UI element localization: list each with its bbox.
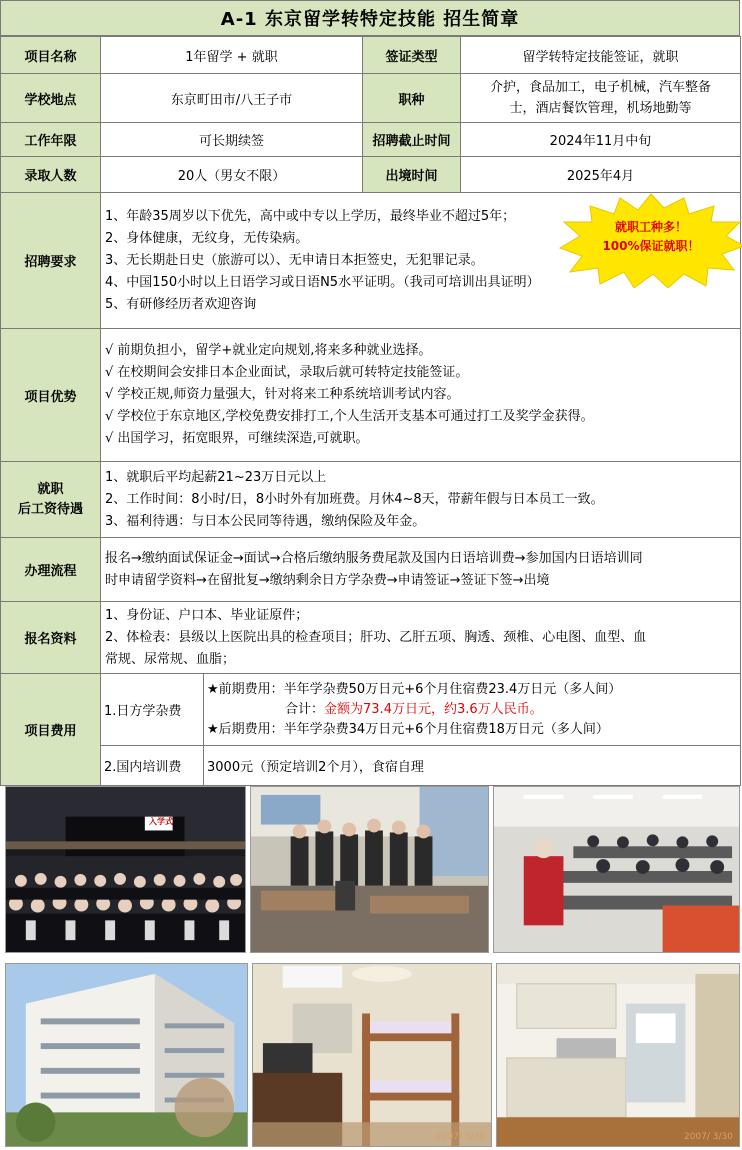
departure-value: 2025年4月 [461,157,741,193]
photo-date-stamp: 2007/ 3/30 [435,1132,485,1142]
documents-line: 常规、尿常规、血脂； [105,651,236,667]
page-title: A-1 东京留学转特定技能 招生简章 [0,0,740,36]
row-salary [1,462,741,538]
kitchen-image [497,964,739,1146]
requirements-label: 招聘要求 [1,193,101,329]
documents-line: 1、身份证、户口本、毕业证原件； [105,607,309,623]
fees-domestic-cell [101,746,741,786]
requirement-item: 1、年龄35周岁以下优先，高中或中专以上学历，最终毕业不超过5年； [105,208,516,224]
advantages-label: 项目优势 [1,329,101,462]
advantage-item: √ 出国学习，拓宽眼界，可继续深造,可就职。 [105,431,369,446]
fees-total-prefix: 合计： [285,701,325,717]
fees-japan-block [101,674,740,745]
photo-date-stamp: 2007/ 3/30 [683,1132,733,1142]
salary-item: 1、就职后平均起薪21~23万日元以上 [105,469,327,485]
requirement-item: 4、中国150小时以上日语学习或日语N5水平证明。（我司可培训出具证明） [105,274,540,290]
job-types-line: 士，酒店餐饮管理，机场地勤等 [509,101,692,116]
dorm-room-image [253,964,491,1146]
row-advantages [1,329,741,462]
fees-domestic-block [101,746,740,785]
starburst-line: 100%保证就职！ [602,239,700,253]
salary-list [101,462,741,538]
row-process [1,538,741,602]
fees-japan-detail [204,674,740,745]
documents-label: 报名资料 [1,602,101,674]
requirement-item: 2、身体健康，无纹身，无传染病。 [105,230,309,246]
promo-starburst [556,192,742,288]
documents-line: 2、体检表：县级以上医院出具的检查项目；肝功、乙肝五项、胸透、颈椎、心电图、血型、血 [105,629,647,645]
fees-early: ★前期费用：半年学杂费50万日元+6个月住宿费23.4万日元（多人间） [207,681,622,697]
dorm-room-photo [252,963,492,1147]
deadline-label: 招聘截止时间 [363,123,461,157]
salary-label [1,462,101,538]
salary-label-line: 就职 [37,481,64,497]
row-fees-japan [1,674,741,746]
advantage-item: √ 学校位于东京地区,学校免费安排打工,个人生活开支基本可通过打工及奖学金获得。 [105,409,594,424]
photo-gallery [0,784,742,1150]
project-name-label: 项目名称 [1,37,101,74]
classroom-group-image [251,787,488,952]
requirement-item: 5、有研修经历者欢迎咨询 [105,296,257,312]
documents-text [101,602,741,674]
deadline-value: 2024年11月中旬 [461,123,741,157]
classroom-group-photo [250,786,489,953]
process-label: 办理流程 [1,538,101,602]
job-types-value [461,74,741,123]
advantages-list [101,329,741,462]
job-types-label: 职种 [363,74,461,123]
fees-total-value: 金额为73.4万日元，约3.6万人民币。 [324,701,543,717]
lecture-hall-image [494,787,739,952]
job-types-line: 介护，食品加工，电子机械，汽车整备 [489,80,711,95]
work-term-label: 工作年限 [1,123,101,157]
info-table [0,36,741,786]
row-location [1,74,741,123]
lecture-hall-photo [493,786,740,953]
process-line: 报名→缴纳面试保证金→面试→合格后缴纳服务费尾款及国内日语培训费→参加国内日语培训同 [105,550,643,566]
advantage-item: √ 在校期间会安排日本企业面试，录取后就可转特定技能签证。 [105,365,469,380]
requirement-item: 3、无长期赴日史（旅游可以）、无申请日本拒签史，无犯罪记录。 [105,252,484,268]
school-location-value: 东京町田市/八王子市 [101,74,363,123]
visa-type-label: 签证类型 [363,37,461,74]
fees-japan-cell [101,674,741,746]
ceremony-photo [5,786,246,953]
headcount-value: 20人（男女不限） [101,157,363,193]
fees-late: ★后期费用：半年学杂费34万日元+6个月住宿费18万日元（多人间） [207,721,609,737]
process-line: 时申请留学资料→在留批复→缴纳剩余日方学杂费→申请签证→签证下签→出境 [105,572,550,588]
fees-domestic-value: 3000元（预定培训2个月），食宿自理 [207,760,424,775]
advantage-item: √ 前期负担小，留学+就业定向规划,将来多种就业选择。 [105,343,432,358]
row-project-name [1,37,741,74]
starburst-text [556,218,742,256]
row-fees-domestic [1,746,741,786]
ceremony-image [6,787,245,952]
salary-label-line: 后工资待遇 [17,501,83,517]
row-work-term [1,123,741,157]
salary-item: 3、福利待遇：与日本公民同等待遇，缴纳保险及年金。 [105,513,426,529]
row-headcount [1,157,741,193]
dormitory-building-image [6,964,247,1146]
fees-total [207,700,740,720]
fees-label: 项目费用 [1,674,101,786]
departure-label: 出境时间 [363,157,461,193]
work-term-value: 可长期续签 [101,123,363,157]
ceremony-sign: 入学式 [149,817,173,826]
school-location-label: 学校地点 [1,74,101,123]
project-name-value: 1年留学 + 就职 [101,37,363,74]
row-documents [1,602,741,674]
dormitory-building-photo [5,963,248,1147]
headcount-label: 录取人数 [1,157,101,193]
salary-item: 2、工作时间：8小时/日，8小时外有加班费。月休4~8天，带薪年假与日本员工一致。 [105,491,604,507]
fees-domestic-name: 2.国内培训费 [101,746,204,785]
starburst-line: 就职工种多！ [614,220,687,234]
advantage-item: √ 学校正规,师资力量强大，针对将来工种系统培训考试内容。 [105,387,460,402]
visa-type-value: 留学转特定技能签证，就职 [461,37,741,74]
fees-japan-name: 1.日方学杂费 [101,674,204,745]
process-text [101,538,741,602]
kitchen-photo [496,963,740,1147]
